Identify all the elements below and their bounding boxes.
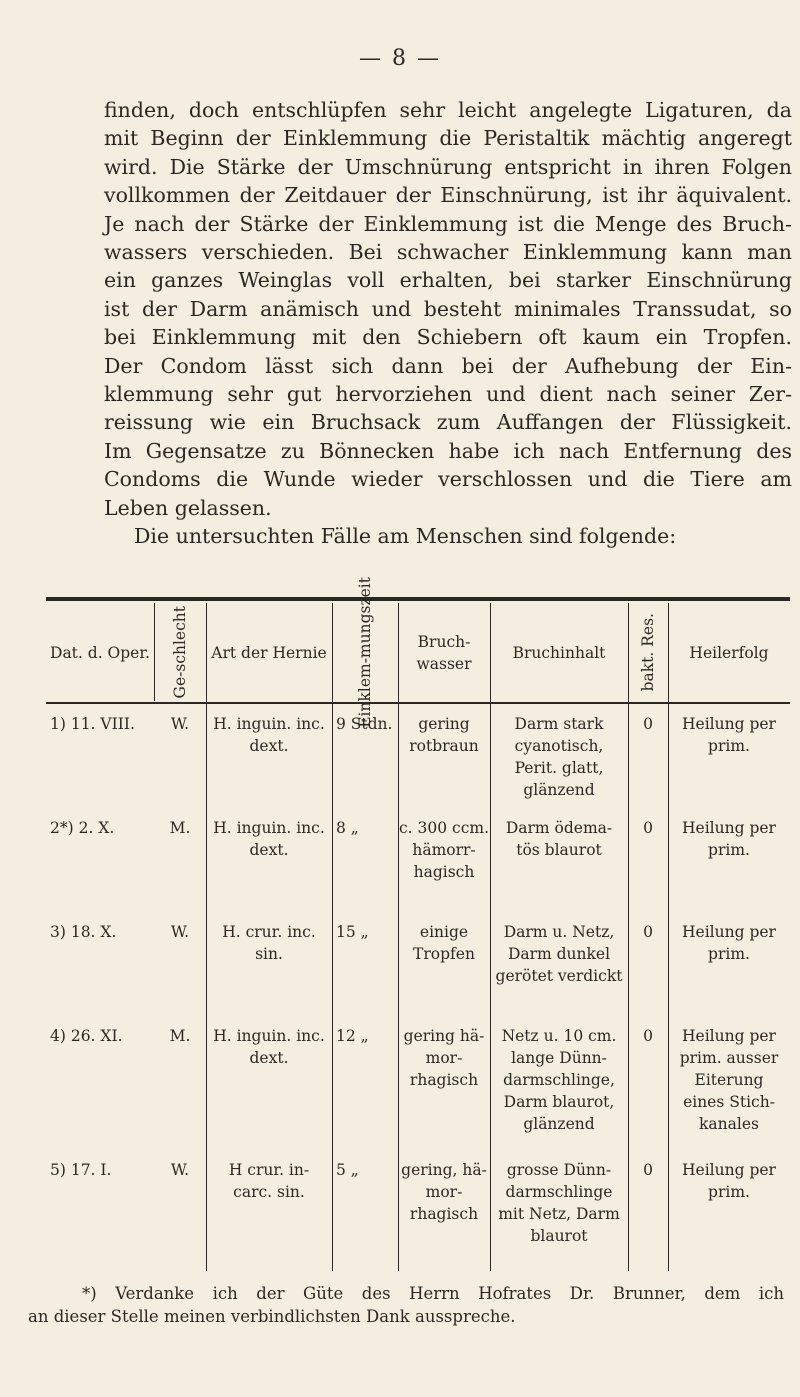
paragraph-line: mit Beginn der Einklemmung die Peristaltik mächtig angeregt <box>104 126 792 151</box>
cell-outcome <box>668 1159 790 1203</box>
header-hernia <box>206 605 332 700</box>
cell-line: H. inguin. inc. <box>213 1027 325 1045</box>
cell-line: carc. sin. <box>233 1183 305 1201</box>
intro-line: Die untersuchten Fälle am Menschen sind folgende: <box>134 524 677 549</box>
cell-line: 5) 17. I. <box>50 1161 112 1179</box>
cell-line: prim. <box>708 1183 750 1201</box>
cell-line: Darm dunkel <box>507 945 611 963</box>
cell-duration <box>336 921 398 943</box>
cell-line: mor- <box>425 1183 463 1201</box>
header-content <box>490 605 628 700</box>
cell-duration <box>336 1159 398 1181</box>
cell-content <box>490 921 628 987</box>
footnote <box>28 1282 784 1328</box>
header-bact-text: bakt. Res. <box>639 613 657 692</box>
cell-outcome <box>668 817 790 861</box>
cell-line: gering hä- <box>403 1027 485 1045</box>
cell-line: Darm blaurot, <box>503 1093 615 1111</box>
cell-bact <box>628 921 668 943</box>
cell-sex <box>154 713 206 735</box>
cell-line: M. <box>169 819 191 837</box>
paragraph-line: Condoms die Wunde wieder verschlossen und die Tiere am <box>104 467 792 492</box>
cell-line: gering, hä- <box>401 1161 487 1179</box>
header-outcome-text: Heilerfolg <box>689 643 769 662</box>
header-date-text: Dat. d. Oper. <box>50 643 150 662</box>
cell-line: lange Dünn- <box>511 1049 607 1067</box>
cell-duration <box>336 713 398 735</box>
paragraph-line: ein ganzes Weinglas voll erhalten, bei starker Einschnürung <box>104 268 792 293</box>
cell-line: H. inguin. inc. <box>213 715 325 733</box>
cell-line: dext. <box>249 1049 289 1067</box>
cell-water <box>398 921 490 965</box>
cell-line: sin. <box>255 945 283 963</box>
cell-line: Eiterung <box>694 1071 764 1089</box>
cell-sex <box>154 921 206 943</box>
cell-line: grosse Dünn- <box>506 1161 612 1179</box>
cell-line: 0 <box>643 1161 653 1179</box>
cell-line: einige <box>419 923 469 941</box>
header-bact <box>628 605 668 700</box>
cell-bact <box>628 713 668 735</box>
cell-line: 0 <box>643 923 653 941</box>
paragraph-line: reissung wie ein Bruchsack zum Auffangen der Flüssigkeit. <box>104 410 792 435</box>
paragraph-line: finden, doch entschlüpfen sehr leicht angelegte Ligaturen, da <box>104 98 792 122</box>
cell-line: Darm u. Netz, <box>503 923 615 941</box>
cell-line: hämorr- <box>412 841 476 859</box>
cell-line: Heilung per <box>682 819 776 837</box>
paragraph-line: klemmung sehr gut hervorziehen und dient nach seiner Zer- <box>104 382 792 407</box>
header-outcome <box>668 605 790 700</box>
header-hernia-text: Art der Hernie <box>211 643 327 662</box>
cell-line: hagisch <box>413 863 475 881</box>
cell-line: glänzend <box>523 1115 595 1133</box>
cell-line: Heilung per <box>682 923 776 941</box>
cell-bact <box>628 817 668 839</box>
cell-line: prim. <box>708 841 750 859</box>
cell-line: 0 <box>643 715 653 733</box>
paragraph-line: Leben gelassen. <box>104 495 272 520</box>
header-content-text: Bruchinhalt <box>512 643 606 662</box>
cell-hernia <box>206 1159 332 1203</box>
cell-bact <box>628 1159 668 1181</box>
cell-line: blaurot <box>530 1227 588 1245</box>
column-rule <box>332 603 333 1271</box>
cell-line: rhagisch <box>409 1071 479 1089</box>
cell-date <box>50 921 154 943</box>
paragraph-line: vollkommen der Zeitdauer der Einschnürung, ist ihr äquivalent. <box>104 183 792 208</box>
header-water-text: Bruch-wasser <box>416 632 472 673</box>
footnote-line: an dieser Stelle meinen verbindlichsten Dank ausspreche. <box>28 1307 516 1326</box>
cell-line: darmschlinge, <box>503 1071 615 1089</box>
cell-line: dext. <box>249 841 289 859</box>
cell-line: rotbraun <box>409 737 479 755</box>
cell-outcome <box>668 921 790 965</box>
cell-line: glänzend <box>523 781 595 799</box>
cell-hernia <box>206 817 332 861</box>
cell-duration <box>336 1025 398 1047</box>
cell-line: cyanotisch, <box>514 737 604 755</box>
paragraph-line: wassers verschieden. Bei schwacher Einklemmung kann man <box>104 240 792 265</box>
page-number: — 8 — <box>359 46 441 71</box>
cell-line: W. <box>170 923 190 941</box>
cell-line: Heilung per <box>682 1027 776 1045</box>
cell-line: 1) 11. VIII. <box>50 715 135 733</box>
cell-content <box>490 1159 628 1247</box>
cell-line: M. <box>169 1027 191 1045</box>
cell-hernia <box>206 921 332 965</box>
cell-date <box>50 713 154 735</box>
column-rule <box>154 603 155 701</box>
cell-line: H. inguin. inc. <box>213 819 325 837</box>
cell-line: 3) 18. X. <box>50 923 117 941</box>
paragraph-line: ist der Darm anämisch und besteht minimales Transsudat, so <box>104 296 792 321</box>
cell-line: Perit. glatt, <box>514 759 604 777</box>
cell-content <box>490 1025 628 1135</box>
body-paragraph <box>104 96 792 551</box>
cell-line: prim. <box>708 737 750 755</box>
cell-line: mor- <box>425 1049 463 1067</box>
cell-line: 15 „ <box>336 923 369 941</box>
header-duration-text: Einklem-mungszeit <box>356 577 374 728</box>
cell-line: Heilung per <box>682 715 776 733</box>
cell-line: gering <box>418 715 470 733</box>
cell-duration <box>336 817 398 839</box>
header-water <box>398 605 490 700</box>
cell-water <box>398 1159 490 1225</box>
table-header-rule <box>46 702 790 704</box>
cell-bact <box>628 1025 668 1047</box>
cell-sex <box>154 817 206 839</box>
cell-line: 8 „ <box>336 819 359 837</box>
cell-line: 5 „ <box>336 1161 359 1179</box>
paragraph-line: Im Gegensatze zu Bönnecken habe ich nach Entfernung des <box>104 438 792 463</box>
cell-outcome <box>668 1025 790 1135</box>
cell-line: H crur. in- <box>228 1161 310 1179</box>
cell-line: H. crur. inc. <box>222 923 316 941</box>
cell-content <box>490 817 628 861</box>
cell-line: W. <box>170 1161 190 1179</box>
cell-content <box>490 713 628 801</box>
cell-water <box>398 817 490 883</box>
paragraph-line: bei Einklemmung mit den Schiebern oft kaum ein Tropfen. <box>104 325 792 350</box>
cell-line: tös blaurot <box>516 841 602 859</box>
cell-line: Netz u. 10 cm. <box>501 1027 617 1045</box>
cell-line: prim. <box>708 945 750 963</box>
footnote-line: *) Verdanke ich der Güte des Herrn Hofrates Dr. Brunner, dem ich <box>82 1284 784 1303</box>
cases-table <box>46 577 790 1273</box>
cell-sex <box>154 1159 206 1181</box>
cell-line: 0 <box>643 819 653 837</box>
cell-line: gerötet verdickt <box>495 967 623 985</box>
cell-line: Heilung per <box>682 1161 776 1179</box>
cell-line: kanales <box>699 1115 759 1133</box>
cell-line: Darm stark <box>514 715 604 733</box>
cell-date <box>50 1025 154 1047</box>
cell-water <box>398 1025 490 1091</box>
cell-sex <box>154 1025 206 1047</box>
cell-line: W. <box>170 715 190 733</box>
cell-line: eines Stich- <box>683 1093 775 1111</box>
cell-line: 9 Stdn. <box>336 715 393 733</box>
table-top-rule <box>46 597 790 601</box>
cell-line: 2*) 2. X. <box>50 819 115 837</box>
cell-hernia <box>206 713 332 757</box>
cell-date <box>50 817 154 839</box>
cell-date <box>50 1159 154 1181</box>
cell-line: Darm ödema- <box>505 819 613 837</box>
paragraph-line: wird. Die Stärke der Umschnürung entspricht in ihren Folgen <box>104 154 792 179</box>
cell-line: 0 <box>643 1027 653 1045</box>
cell-outcome <box>668 713 790 757</box>
header-date <box>46 605 154 700</box>
cell-line: dext. <box>249 737 289 755</box>
header-sex-text: Ge-schlecht <box>171 606 189 699</box>
cell-hernia <box>206 1025 332 1069</box>
cell-line: Tropfen <box>413 945 475 963</box>
cell-water <box>398 713 490 757</box>
cell-line: prim. ausser <box>679 1049 779 1067</box>
paragraph-line: Der Condom lässt sich dann bei der Aufhebung der Ein- <box>104 353 792 378</box>
cell-line: rhagisch <box>409 1205 479 1223</box>
cell-line: 4) 26. XI. <box>50 1027 123 1045</box>
cell-line: 12 „ <box>336 1027 369 1045</box>
cell-line: c. 300 ccm. <box>398 819 490 837</box>
paragraph-line: Je nach der Stärke der Einklemmung ist die Menge des Bruch- <box>104 211 792 236</box>
cell-line: mit Netz, Darm <box>498 1205 620 1223</box>
header-sex <box>154 605 206 700</box>
cell-line: darmschlinge <box>505 1183 613 1201</box>
